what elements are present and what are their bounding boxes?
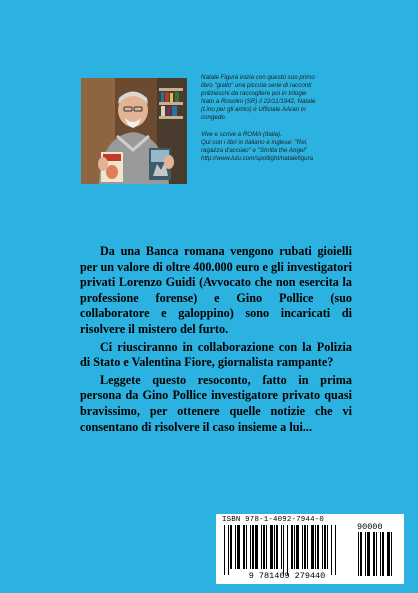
barcode-bar <box>230 525 232 569</box>
barcode-addon-number: 90000 <box>357 522 383 532</box>
barcode-bar <box>391 532 392 576</box>
barcode-space <box>300 525 301 569</box>
barcode-bar <box>335 525 336 575</box>
barcode-space <box>329 525 330 569</box>
barcode-bar <box>255 525 258 569</box>
author-photo-illustration <box>81 78 187 184</box>
bio-line: congedo. <box>201 114 227 122</box>
barcode-bar <box>315 525 316 569</box>
barcode-bar <box>250 525 251 569</box>
barcode-bar <box>235 525 236 569</box>
barcode-bar <box>287 525 288 575</box>
bio-gap <box>201 123 406 131</box>
barcode-space <box>241 525 242 569</box>
barcode-space <box>226 525 227 569</box>
barcode-bar <box>252 525 254 569</box>
barcode-bar <box>263 525 265 569</box>
barcode-bar <box>243 525 245 569</box>
barcode-bar <box>373 532 375 576</box>
barcode-bar <box>324 525 326 569</box>
barcode-bar <box>367 532 370 576</box>
bio-line: polizieschi da raccogliere poi in trilogie <box>201 90 307 98</box>
barcode-space <box>259 525 260 569</box>
barcode-bar <box>387 532 390 576</box>
synopsis-paragraph: Ci riusciranno in collaborazione con la Polizia di Stato e Valentina Fiore, giornalista rampante? <box>80 339 352 370</box>
bio-line: Qui con i libri in italiano e inglese: "Rei, <box>201 138 308 146</box>
bio-line: (Lino per gli amici) è Ufficiale AAran in <box>201 106 306 114</box>
barcode-space <box>385 532 386 576</box>
barcode-space <box>289 525 290 569</box>
barcode-space <box>248 525 249 569</box>
isbn-label: ISBN 978-1-4092-7944-0 <box>222 516 324 524</box>
barcode-space <box>268 525 269 569</box>
barcode-space <box>378 532 379 576</box>
synopsis-paragraph: Leggete questo resoconto, fatto in prima persona da Gino Pollice investigatore privato quasi bravissimo, per ottenere quelle notizie che vi consentano di risolvere il caso insieme a lui... <box>80 372 352 434</box>
barcode-bar <box>382 532 384 576</box>
barcode-bar <box>276 525 278 569</box>
barcode-addon-bars <box>358 532 398 574</box>
barcode-space <box>309 525 310 569</box>
barcode-bar <box>307 525 308 569</box>
barcode-space <box>363 532 364 576</box>
barcode-bar <box>365 532 366 576</box>
barcode-bar <box>237 525 240 569</box>
barcode-main-bars <box>224 525 350 572</box>
barcode-bar <box>304 525 306 569</box>
barcode-space <box>333 525 334 569</box>
barcode-space <box>320 525 321 569</box>
barcode-bar <box>302 525 303 569</box>
barcode-space <box>371 532 372 576</box>
bio-line: libro "giallo" una piccola serie di racconti <box>201 82 312 90</box>
bio-line: Natale Figura inizia con questo suo primo <box>201 74 315 81</box>
barcode-bar <box>376 532 377 576</box>
author-bio <box>201 74 406 163</box>
barcode-bar <box>360 532 362 576</box>
barcode-space <box>279 525 280 569</box>
barcode-bar <box>274 525 275 569</box>
barcode-bar <box>281 525 282 569</box>
barcode-bar <box>331 525 332 575</box>
barcode-bar <box>283 525 284 575</box>
book-synopsis <box>80 244 352 435</box>
barcode-bar <box>327 525 328 569</box>
bio-line: ragazza d'acciaio" e "Shrilla the Angel" <box>201 146 307 154</box>
isbn-barcode <box>216 514 404 584</box>
bio-line: Vive e scrive a ROMA (Italia). <box>201 130 282 138</box>
barcode-space <box>233 525 234 569</box>
barcode-bar <box>322 525 323 569</box>
barcode-bar <box>317 525 319 569</box>
bio-line: Nato a Rosolini (SR) il 22/11/1942, Natale <box>201 98 316 106</box>
barcode-bar <box>228 525 229 575</box>
barcode-bar <box>358 532 359 576</box>
barcode-bar <box>380 532 381 576</box>
barcode-bar <box>266 525 267 569</box>
synopsis-paragraph: Da una Banca romana vengono rubati gioielli per un valore di oltre 400.000 euro e gli investigatori privati Lorenzo Guidi (Avvocato che non esercita la professione forense) e Gino Pollice (suo collaboratore e galoppino) sono incaricati di risolvere il mistero del furto. <box>80 244 352 336</box>
barcode-bar <box>261 525 262 569</box>
barcode-bar <box>296 525 299 569</box>
barcode-bar <box>291 525 293 569</box>
barcode-bar <box>270 525 273 569</box>
barcode-bar <box>311 525 314 569</box>
author-photo <box>81 78 187 184</box>
barcode-human-readable: 9 781409 279440 <box>248 571 326 581</box>
barcode-bar <box>246 525 247 569</box>
barcode-bar <box>294 525 295 569</box>
barcode-space <box>285 525 286 569</box>
barcode-bar <box>224 525 225 575</box>
bio-url: http://www.lulu.com/spotlight/natalefigura <box>201 154 314 162</box>
